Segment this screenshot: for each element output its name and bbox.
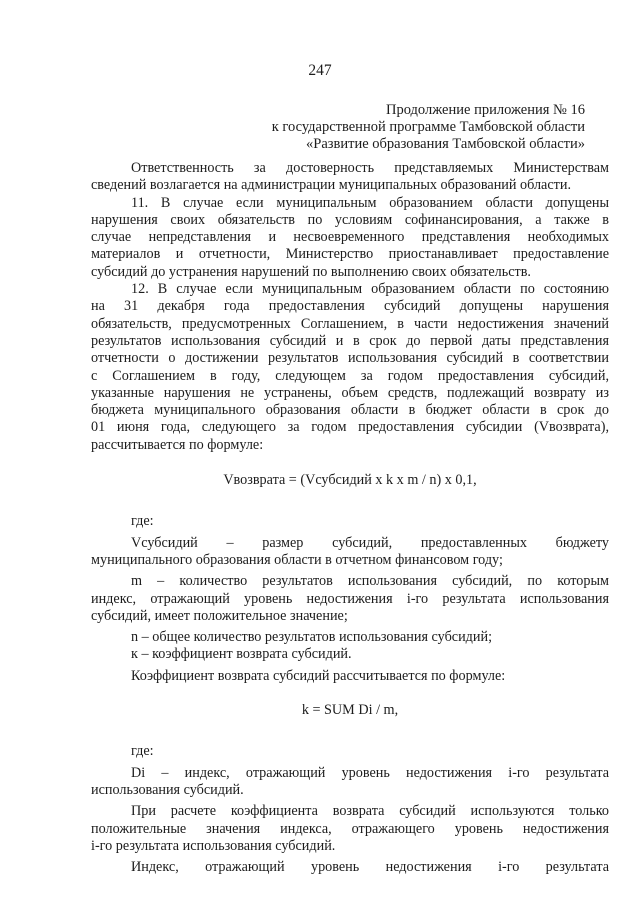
heading-line-3: «Развитие образования Тамбовской области» [306, 136, 585, 152]
text-line: Vсубсидий – размер субсидий, предоставленных бюджету [131, 534, 609, 551]
text-line: бюджета муниципального образования области в бюджет области в срок до [91, 402, 609, 419]
text-line: к – коэффициент возврата субсидий. [131, 646, 352, 663]
text-line: Коэффициент возврата субсидий рассчитывается по формуле: [131, 667, 506, 684]
text-line: субсидий, имеет положительное значение; [91, 607, 348, 624]
formula-k: k = SUM Di / m, [301, 702, 399, 719]
text-line: n – общее количество результатов использования субсидий; [131, 629, 493, 646]
text-line: с Соглашением в году, следующем за годом предоставления субсидий, [91, 367, 609, 384]
text-line: i-го результата использования субсидий. [91, 837, 336, 854]
text-line: положительные значения индекса, отражающего уровень недостижения [91, 820, 609, 837]
appendix-heading [272, 102, 585, 153]
formula-v-return: Vвозврата = (Vсубсидий x k x m / n) x 0,1, [223, 472, 477, 489]
text-line: При расчете коэффициента возврата субсидий используются только [131, 803, 609, 820]
text-line: 11. В случае если муниципальным образованием области допущены [131, 194, 609, 211]
where-label: где: [131, 513, 154, 530]
text-line: использования субсидий. [91, 781, 244, 798]
text-line: материалов и отчетности, Министерство приостанавливает предоставление [91, 246, 609, 263]
text-line: сведений возлагается на администрации муниципальных образований области. [91, 177, 571, 194]
text-line: нарушения своих обязательств по условиям софинансирования, а также в [91, 211, 609, 228]
text-line: субсидий до устранения нарушений по выполнению своих обязательств. [91, 263, 531, 280]
where-label: где: [131, 743, 154, 760]
text-line: случае непредставления и несвоевременного представления необходимых [91, 229, 609, 246]
heading-line-2: к государственной программе Тамбовской области [271, 119, 585, 135]
text-line: отчетности о достижении результатов использования субсидий в соответствии [91, 350, 609, 367]
text-line: Ответственность за достоверность представляемых Министерствам [131, 160, 609, 176]
text-line: Индекс, отражающий уровень недостижения i-го результата [131, 859, 609, 876]
text-line: 12. В случае если муниципальным образованием области по состоянию [131, 281, 609, 298]
heading-line-1: Продолжение приложения № 16 [386, 102, 585, 118]
document-body [91, 160, 609, 876]
text-line: 01 июня года, следующего за годом предоставления субсидии (Vвозврата), [91, 419, 609, 436]
text-line: m – количество результатов использования субсидий, по которым [131, 573, 609, 590]
text-line: индекс, отражающий уровень недостижения i-го результата использования [91, 590, 609, 607]
text-line: Di – индекс, отражающий уровень недостижения i-го результата [131, 764, 609, 781]
text-line: результатов использования субсидий и в срок до первой даты представления [91, 332, 609, 349]
text-line: указанные нарушения не устранены, объем средств, подлежащий возврату из [91, 384, 609, 401]
text-line: обязательств, предусмотренных Соглашением, в части недостижения значений [91, 315, 609, 332]
page-number: 247 [308, 62, 332, 79]
text-line: муниципального образования области в отчетном финансовом году; [91, 551, 503, 568]
text-line: рассчитывается по формуле: [91, 436, 264, 453]
text-line: на 31 декабря года предоставления субсидий допущены нарушения [91, 298, 609, 315]
